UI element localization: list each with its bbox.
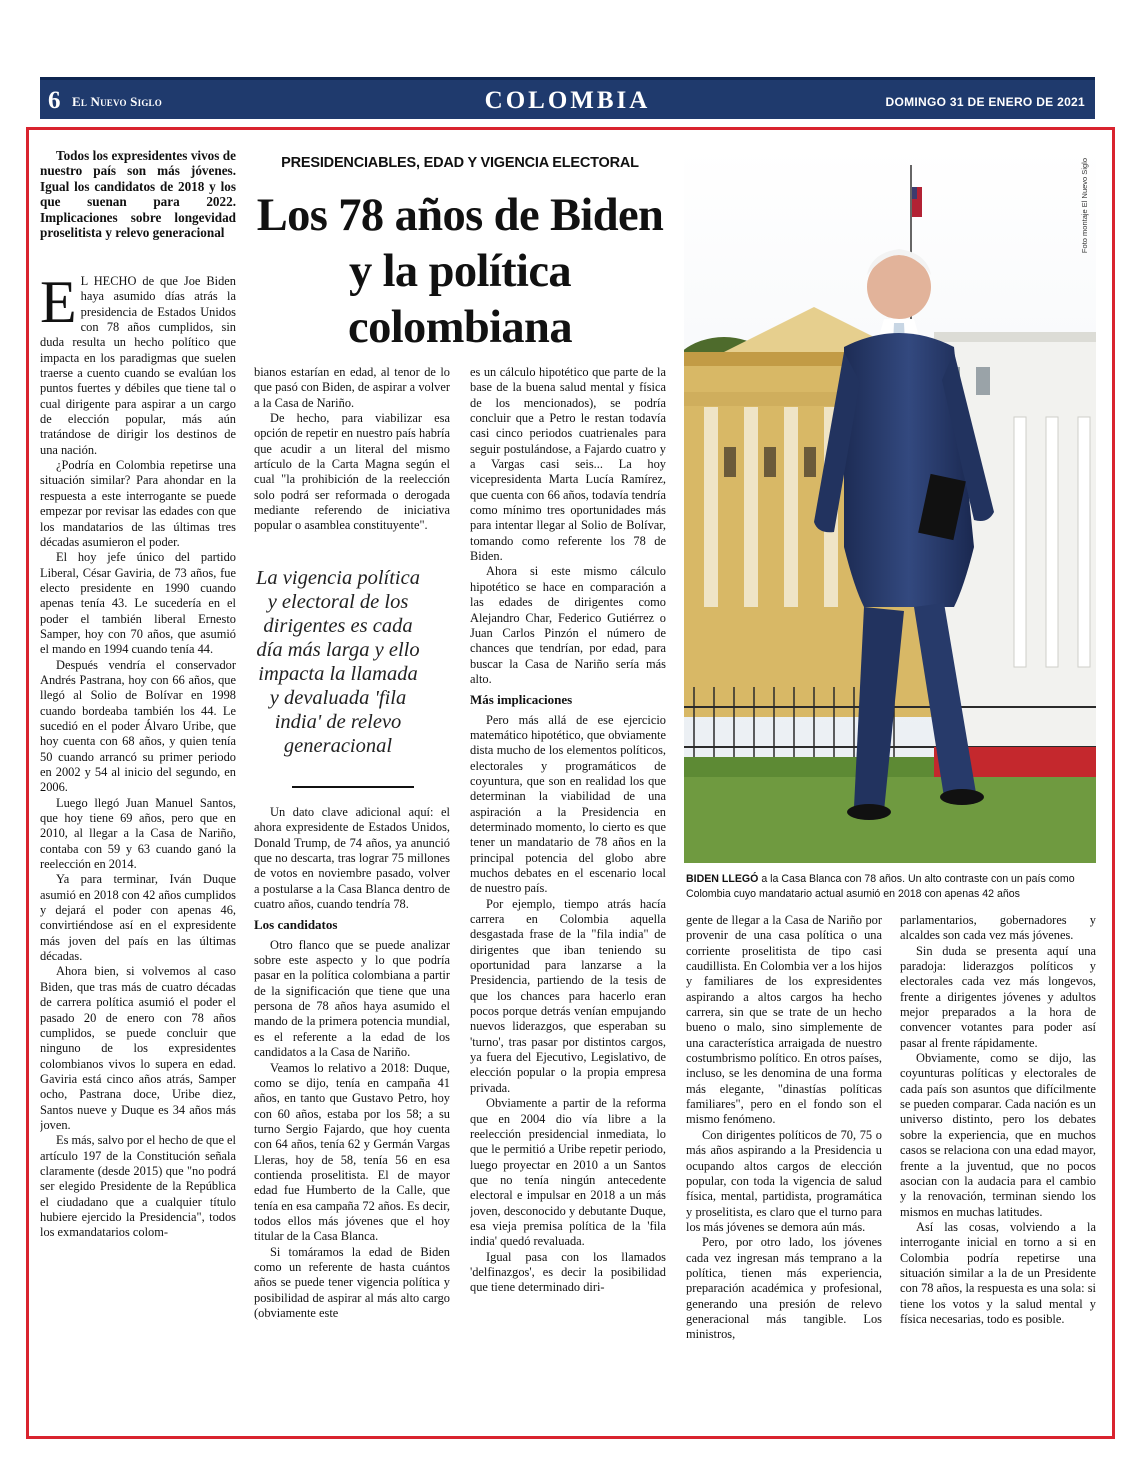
- article-paragraph: Es más, salvo por el hecho de que el artículo 197 de la Constitución señala claramente (desde 2015) que "no podrá ser elegido Presidente de la República el ciudadano que a cualquier título hubiere ejercido la Presidencia", todos los exmandatarios colom-: [40, 1133, 236, 1240]
- article-paragraph: E L HECHO de que Joe Biden haya asumido días atrás la presidencia de Estados Unidos con 78 años cumplidos, sin duda resulta un hecho político que impacta en los paradigmas que suelen traerse a cuento cuando se evalúan los puntos fuertes y débiles que tiene tal o cual dirigente para aspirar a un cargo de elección popular, más aún tratándose de dirigir los destinos de una nación.: [40, 274, 236, 457]
- article-paragraph: Luego llegó Juan Manuel Santos, que hoy tiene 69 años, pero que en 2010, al llegar a la Casa de Nariño, contaba con 59 y 63 cuando ganó la reelección en 2014.: [40, 795, 236, 872]
- issue-date: DOMINGO 31 DE ENERO DE 2021: [885, 95, 1085, 109]
- article-paragraph: ¿Podría en Colombia repetirse una situación similar? Para ahondar en la respuesta a este interrogante se puede empezar por revisar las edades con que los mandatarios de las últimas tres décadas asumieron el poder.: [40, 458, 236, 549]
- column-2-bottom: [254, 805, 450, 1387]
- article-paragraph: Sin duda se presenta aquí una paradoja: liderazgos políticos y electorales cada vez más longevos, frente a dirigentes jóvenes y adultos mejor preparados a la hora de convencer votantes para poder así pasar al frente rápidamente.: [900, 943, 1096, 1050]
- article-deck: [40, 148, 236, 240]
- article-paragraph: Pero más allá de ese ejercicio matemático hipotético, que obviamente dista mucho de los elementos políticos, electorales y programáticos de coyuntura, que son en realidad los que determinan la viabilidad de una aspiración a la Presidencia en determinado momento, lo cierto es que tener un mandatario de 78 años en la principal potencia del globo abre muchos debates en el escenario local de nuestro país.: [470, 712, 666, 896]
- column-3: [470, 365, 666, 1387]
- column-4: [686, 913, 882, 1387]
- article-paragraph: Con dirigentes políticos de 70, 75 o más años aspirando a la Presidencia u ocupando altos cargos de elección popular, con toda la vigencia de salud física, mental, partidista, programática y proselitista, es claro que el turno para los más jóvenes se demora aún más.: [686, 1127, 882, 1234]
- column-5: [900, 913, 1096, 1387]
- masthead: [40, 77, 1095, 119]
- article-kicker: PRESIDENCIABLES, EDAD Y VIGENCIA ELECTORAL: [281, 155, 639, 171]
- article-paragraph: El hoy jefe único del partido Liberal, César Gaviria, de 73 años, fue electo presidente en 1990 cuando apenas tenía 43. Le sucedería en el poder el también liberal Ernesto Samper, hoy con 70 años, que asumió el mando en 1994 cuando tenía 44.: [40, 550, 236, 657]
- article-paragraph: Otro flanco que se puede analizar sobre este aspecto y lo que podría pasar en la política colombiana a partir de la significación que tiene que una persona de 78 años haya asumido el mando de la primera potencia mundial, es el referente a la edad de los candidatos a la Casa de Nariño.: [254, 937, 450, 1060]
- column-2-top: [254, 365, 450, 555]
- article-paragraph: De hecho, para viabilizar esa opción de repetir en nuestro país habría que acudir a un literal del mismo artículo de la Carta Magna según el cual "la prohibición de la reelección solo podrá ser reformada o derogada mediante referendo de iniciativa popular o asamblea constituyente".: [254, 411, 450, 533]
- article-paragraph: es un cálculo hipotético que parte de la base de la buena salud mental y física de los mencionados), se podría concluir que a Petro le restan todavía casi cinco periodos cuatrienales para seguir postulándose, a Fajardo cuatro y a Vargas casi seis... La hoy vicepresidenta Marta Lucía Ramírez, que cuenta con 66 años, todavía tendría como mínimo tres oportunidades más para intentar llegar al Solio de Bolívar, tomando como referente los 78 de Biden.: [470, 365, 666, 564]
- article-paragraph: Ya para terminar, Iván Duque asumió en 2018 con 42 años cumplidos y dejará el poder con apenas 46, convirtiéndose así en el expresidente más joven del país en las últimas décadas.: [40, 872, 236, 964]
- drop-cap: E: [40, 274, 77, 335]
- article-paragraph: Por ejemplo, tiempo atrás hacía carrera en Colombia aquella desgastada frase de la "fila india" de dirigentes que iban teniendo su oportunidad para lanzarse a la Presidencia, partiendo de la tesis de que los chances para hacerlo eran pocos porque detrás venían empujando nuevos liderazgos, que esperaban su 'turno', tras pasar por distintos cargos, ya fuera del Ejecutivo, Legislativo, de elección popular o la propia empresa privada.: [470, 896, 666, 1095]
- caption-text: a la Casa Blanca con 78 años. Un alto contraste con un país como Colombia cuyo mandatario actual asumió en 2018 con apenas 42 años: [686, 873, 1075, 900]
- article-paragraph: Así las cosas, volviendo a la interrogante inicial en torno a si en Colombia podría repetirse una situación similar a la de un Presidente con 78 años, la respuesta es una sola: si tiene los votos y la salud mental y física necesarias, todo es posible.: [900, 1219, 1096, 1326]
- section-title: COLOMBIA: [484, 87, 651, 114]
- article-paragraph: Si tomáramos la edad de Biden como un referente de hasta cuántos años se puede tener vigencia política y posibilidad de aspirar al más alto cargo (obviamente este: [254, 1244, 450, 1320]
- article-paragraph: gente de llegar a la Casa de Nariño por provenir de una casa política o una corriente proselitista de tipo casi caudillista. En Colombia ver a los hijos y familiares de los expresidentes aspirando a altos cargos ha hecho carrera, sin que se trate de un hecho bueno o malo, sino simplemente de una característica arraigada de nuestro costumbrismo político. En otros países, incluso, se les denomina de una forma más elegante, "dinastías políticas familiares", pero en el fondo son el mismo fenómeno.: [686, 913, 882, 1127]
- article-paragraph: Veamos lo relativo a 2018: Duque, como se dijo, tenía en campaña 41 años, en tanto que Gustavo Petro, hoy con 60 años, estaba por los 58; a su turno Sergio Fajardo, que hoy cuenta con 64 años, tenía 62 y Germán Vargas Lleras, hoy de 58, tenía 56 en esa contienda proselitista. El de mayor edad fue Humberto de la Calle, que tenía en esa campaña 72 años. Es decir, todos ellos más jóvenes que el hoy titular de la Casa Blanca.: [254, 1060, 450, 1244]
- article-paragraph: Obviamente, como se dijo, las coyunturas políticas y electorales de cada país son asuntos que difícilmente se pueden comparar. Cada nación es un universo distinto, pero los debates sobre la experiencia, que en muchos casos se relaciona con una edad mayor, frente a la juventud, que no pocos asocian con la audacia para el cambio y la renovación, terminan siendo los mismos en muchas latitudes.: [900, 1051, 1096, 1219]
- subhead-implicaciones: Más implicaciones: [470, 692, 573, 708]
- pull-quote-rule: [292, 786, 414, 788]
- article-paragraph: Un dato clave adicional aquí: el ahora expresidente de Estados Unidos, Donald Trump, de 74 años, ya anunció que no descarta, tras lograr 75 millones de votos en noviembre pasado, volver a postularse a la Casa Blanca dentro de cuatro años, cuando tendría 78.: [254, 805, 450, 912]
- biden-photo: [684, 147, 1096, 863]
- article-paragraph: Después vendría el conservador Andrés Pastrana, hoy con 66 años, que llegó al Solio de Bolívar en 1998 cuando bordeaba también los 44. Le sucedió en el poder Álvaro Uribe, que hoy cuenta con 68 años, y quien tenía 50 cuando arrancó su primer periodo en 2002 y 54 al inicio del segundo, en 2006.: [40, 657, 236, 795]
- article-headline: Los 78 años de Biden y la política colombiana: [256, 190, 664, 353]
- article-paragraph: Obviamente a partir de la reforma que en 2004 dio vía libre a la reelección presidencial inmediata, lo que le permitió a Uribe repetir periodo, luego proyectar en 2010 a un Santos que no tenía ningún antecedente electoral e impulsar en 2018 a un más joven, desconocido y debutante Duque, esa vieja premisa política de la 'fila india' quedó revaluada.: [470, 1096, 666, 1249]
- photo-illustration: [684, 147, 1096, 863]
- article-paragraph: parlamentarios, gobernadores y alcaldes son cada vez más jóvenes.: [900, 913, 1096, 943]
- article-paragraph: Pero, por otro lado, los jóvenes cada vez ingresan más temprano a la política, tienen más experiencia, preparación académica y profesional, generando una presión de relevo generacional más tangible. Los ministros,: [686, 1235, 882, 1342]
- photo-caption: [686, 872, 1096, 901]
- article-paragraph: Ahora si este mismo cálculo hipotético se hace en comparación a las edades de dirigentes como Alejandro Char, Federico Gutiérrez o Juan Carlos Pinzón el número de chances que tendrían, por edad, para buscar la Casa de Nariño sería más alto.: [470, 564, 666, 686]
- subhead-candidatos: Los candidatos: [254, 917, 338, 933]
- pull-quote: La vigencia política y electoral de los dirigentes es cada día más larga y ello impacta la llamada y devaluada 'fila india' de relevo generacional: [256, 567, 420, 757]
- article-paragraph: Ahora bien, si volvemos al caso Biden, que tras más de cuatro décadas de carrera política asumió el poder el pasado 20 de enero con 78 años cumplidos, se puede concluir que ninguno de los expresidentes colombianos vivos lo supera en edad. Gaviria está cinco años atrás, Samper ocho, Pastrana doce, Uribe diez, Santos nueve y Duque es 34 años más joven.: [40, 964, 236, 1132]
- article-paragraph: Igual pasa con los llamados 'delfinazgos', es decir la posibilidad que tiene determinado diri-: [470, 1249, 666, 1295]
- column-1: [40, 274, 236, 1386]
- page-number: 6: [48, 87, 61, 114]
- caption-lead: BIDEN LLEGÓ: [686, 873, 759, 885]
- deck-text: Todos los expresidentes vivos de nuestro país son más jóvenes. Igual los candidatos de 2018 y los que suenan para 2022. Implicaciones sobre longevidad proselitista y relevo generacional: [40, 148, 236, 241]
- article-paragraph: bianos estarían en edad, al tenor de lo que pasó con Biden, de aspirar a volver a la Casa de Nariño.: [254, 365, 450, 410]
- newspaper-name: El Nuevo Siglo: [72, 94, 162, 109]
- photo-credit: Foto montaje El Nuevo Siglo: [1080, 158, 1089, 254]
